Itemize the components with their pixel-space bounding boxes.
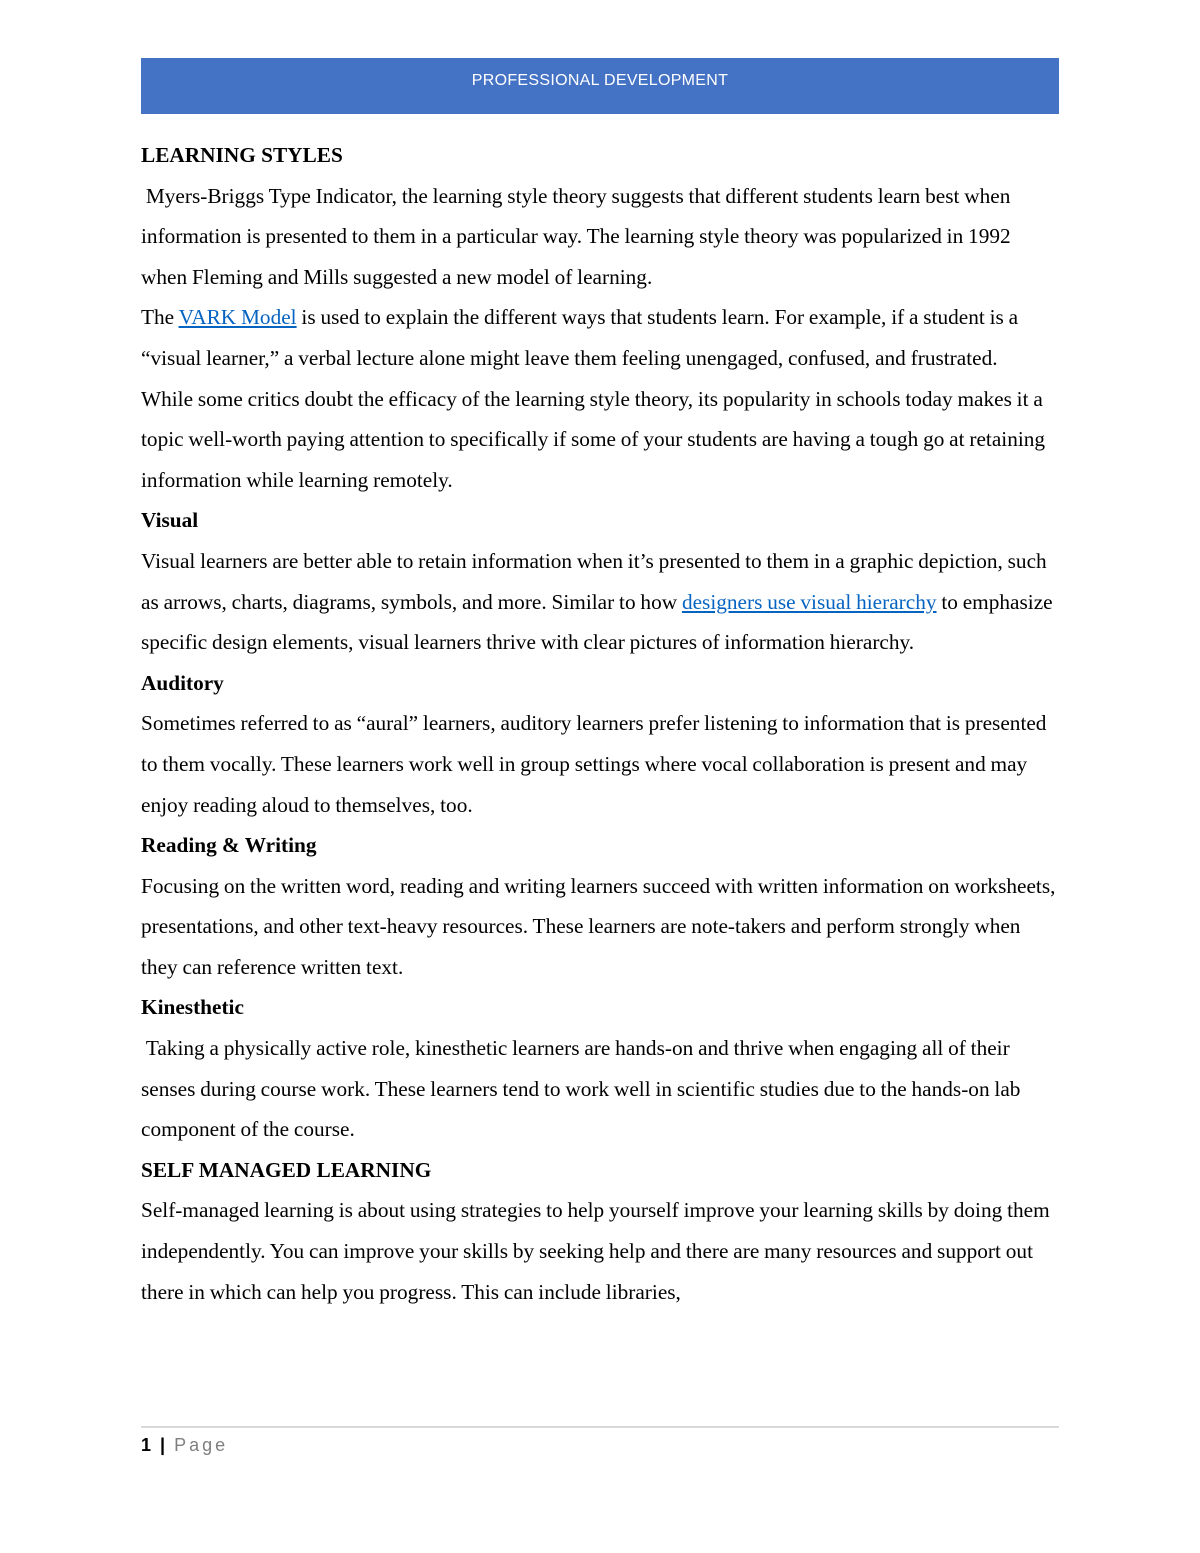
header-title: PROFESSIONAL DEVELOPMENT [471,72,729,89]
heading-auditory: Auditory [141,670,224,695]
paragraph-self-managed-learning: Self-managed learning is about using strategies to help yourself improve your learning skills by doing them independently. You can improve your skills by seeking help and there are many resources and support out there in which can help you progress. This can include libraries, [141,1198,1050,1304]
paragraph-kinesthetic: Taking a physically active role, kinesthetic learners are hands-on and thrive when engaging all of their senses during course work. These learners tend to work well in scientific studies due to the hands-on lab component of the course. [141,1036,1026,1142]
paragraph-auditory: Sometimes referred to as “aural” learners, auditory learners prefer listening to information that is presented to them vocally. These learners work well in group settings where vocal collaboration is present and may enjoy reading aloud to themselves, too. [141,711,1047,817]
link-vark-model[interactable]: VARK Model [178,305,297,330]
paragraph-reading-writing: Focusing on the written word, reading and writing learners succeed with written information on worksheets, presentations, and other text-heavy resources. These learners are note-takers and perform strongly when they can reference written text. [141,873,1056,979]
paragraph-vark [141,297,1059,378]
link-designers-visual-hierarchy[interactable]: designers use visual hierarchy [681,589,937,614]
page-label: Page [174,1435,229,1455]
page-footer [141,1432,228,1458]
paragraph-critics: While some critics doubt the efficacy of the learning style theory, its popularity in schools today makes it a topic well-worth paying attention to specifically if some of your students are having a tough go at retaining information while learning remotely. [141,386,1046,492]
heading-visual: Visual [141,508,199,533]
text-vark-before: The [141,305,179,330]
text-visual-after: to emphasize specific design elements, visual learners thrive with clear pictures of information hierarchy. [141,589,1058,655]
page-number: 1 [141,1435,152,1455]
text-visual-before: Visual learners are better able to retain information when it’s presented to them in a graphic depiction, such as arrows, charts, diagrams, symbols, and more. Similar to how [141,548,1052,614]
heading-learning-styles: LEARNING STYLES [141,143,343,167]
page-header [141,58,1059,114]
text-vark-after: is used to explain the different ways that students learn. For example, if a student is a “visual learner,” a verbal lecture alone might leave them feeling unengaged, confused, and frustrated. [141,305,1023,370]
footer-divider [141,1426,1059,1428]
heading-self-managed-learning: SELF MANAGED LEARNING [141,1157,432,1182]
heading-reading-writing: Reading & Writing [141,833,317,858]
paragraph-visual [141,541,1059,663]
page-separator: | [160,1435,166,1455]
paragraph-learning-styles-intro: Myers-Briggs Type Indicator, the learning style theory suggests that different students learn best when information is presented to them in a particular way. The learning style theory was popularized in 1992 when Fleming and Mills suggested a new model of learning. [141,183,1016,289]
document-body [141,135,1059,1312]
heading-kinesthetic: Kinesthetic [141,995,244,1020]
